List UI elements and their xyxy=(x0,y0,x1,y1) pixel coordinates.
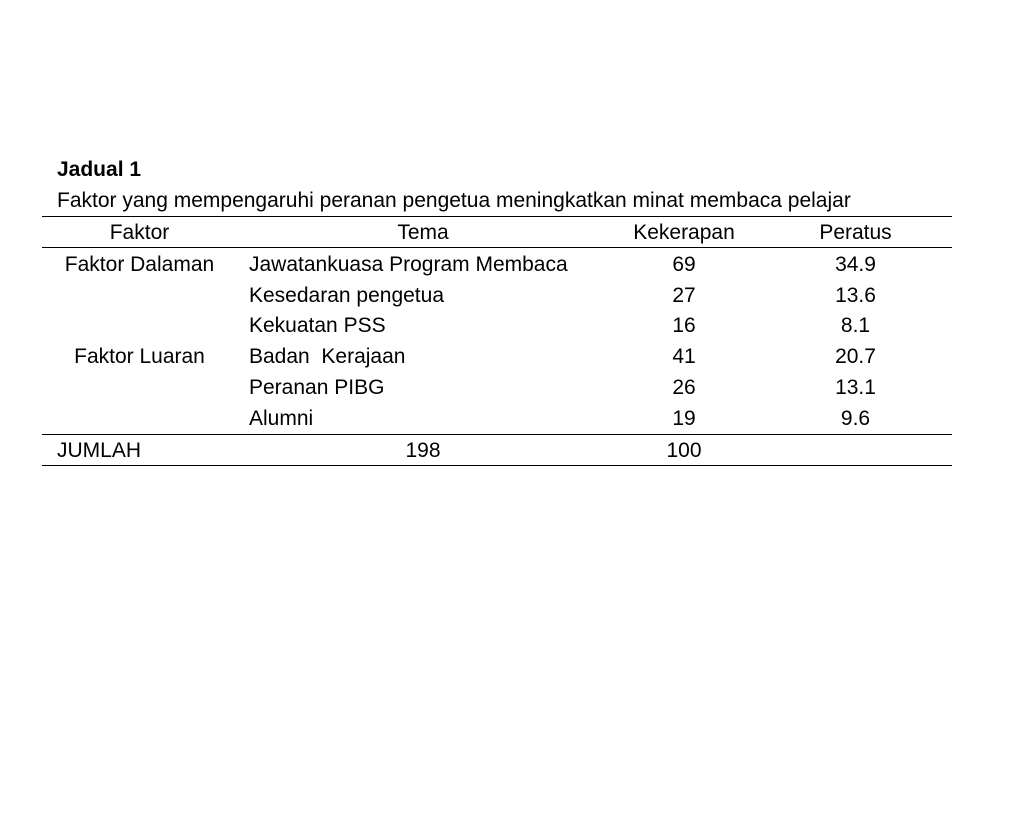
row-kekerapan: 69 xyxy=(672,253,696,276)
row-peratus: 34.9 xyxy=(835,253,876,276)
row-kekerapan: 41 xyxy=(672,345,696,368)
total-label: JUMLAH xyxy=(57,439,142,462)
row-peratus: 9.6 xyxy=(840,407,871,430)
top-rule xyxy=(42,216,952,217)
row-tema: Peranan PIBG xyxy=(249,376,385,399)
row-tema: Jawatankuasa Program Membaca xyxy=(249,253,568,276)
group-faktor-luaran: Faktor Luaran xyxy=(74,345,205,368)
header-faktor: Faktor xyxy=(109,221,170,244)
bottom-rule xyxy=(42,465,952,466)
row-kekerapan: 27 xyxy=(672,284,696,307)
group-faktor-dalaman: Faktor Dalaman xyxy=(64,253,215,276)
row-peratus: 13.6 xyxy=(835,284,876,307)
row-kekerapan: 26 xyxy=(672,376,696,399)
header-tema: Tema xyxy=(397,221,449,244)
row-tema: Kesedaran pengetua xyxy=(249,284,444,307)
header-rule xyxy=(42,247,952,248)
row-peratus: 8.1 xyxy=(840,314,871,337)
header-kekerapan: Kekerapan xyxy=(633,221,735,244)
total-kekerapan-value: 100 xyxy=(666,439,702,462)
row-kekerapan: 19 xyxy=(672,407,696,430)
row-tema: Alumni xyxy=(249,407,314,430)
row-peratus: 13.1 xyxy=(835,376,876,399)
table-title: Jadual 1 xyxy=(57,158,142,181)
row-peratus: 20.7 xyxy=(835,345,876,368)
row-kekerapan: 16 xyxy=(672,314,696,337)
header-peratus: Peratus xyxy=(819,221,892,244)
row-tema: Badan Kerajaan xyxy=(249,345,406,368)
total-top-rule xyxy=(42,434,952,435)
total-tema-value: 198 xyxy=(405,439,441,462)
row-tema: Kekuatan PSS xyxy=(249,314,386,337)
table-caption: Faktor yang mempengaruhi peranan pengetua meningkatkan minat membaca pelajar xyxy=(57,189,851,212)
